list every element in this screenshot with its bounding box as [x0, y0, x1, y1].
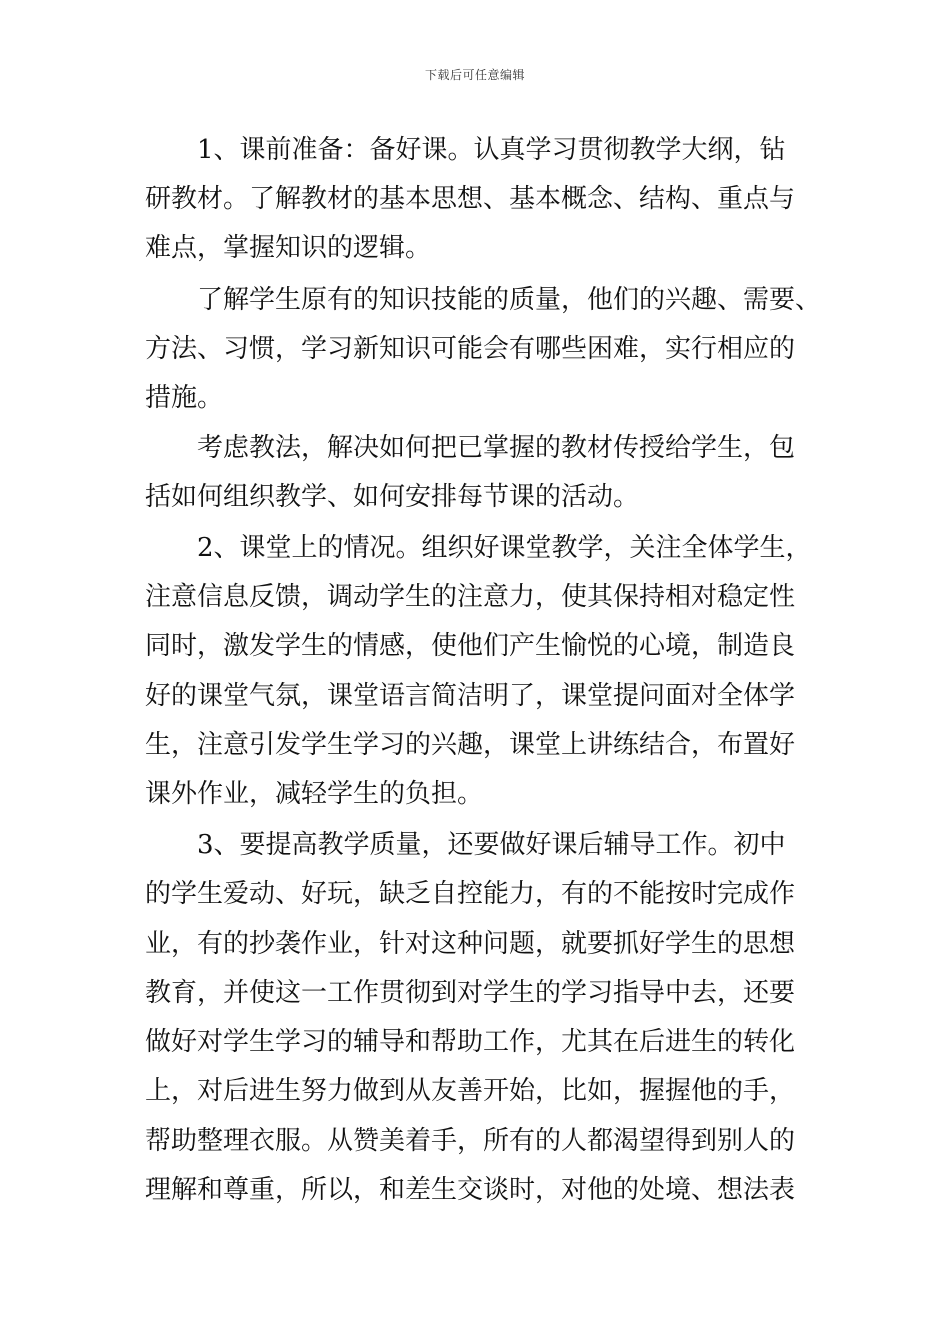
body-line: 3、要提高教学质量，还要做好课后辅导工作。初中 [145, 830, 786, 860]
body-line: 业，有的抄袭作业，针对这种问题，就要抓好学生的思想 [145, 929, 796, 959]
body-line: 难点，掌握知识的逻辑。 [145, 233, 432, 263]
page-header: 下载后可任意编辑 [424, 68, 525, 82]
body-line: 的学生爱动、好玩，缺乏自控能力，有的不能按时完成作 [145, 879, 796, 909]
body-line: 课外作业，减轻学生的负担。 [145, 779, 484, 809]
body-line: 措施。 [145, 383, 224, 413]
body-line: 了解学生原有的知识技能的质量，他们的兴趣、需要、 [145, 285, 822, 315]
body-line: 2、课堂上的情况。组织好课堂教学，关注全体学生， [145, 533, 812, 563]
body-line: 研教材。了解教材的基本思想、基本概念、结构、重点与 [145, 184, 796, 214]
body-line: 理解和尊重，所以，和差生交谈时，对他的处境、想法表 [145, 1175, 796, 1205]
body-line: 1、课前准备：备好课。认真学习贯彻教学大纲，钻 [145, 135, 786, 165]
body-line: 帮助整理衣服。从赞美着手，所有的人都渴望得到别人的 [145, 1126, 796, 1156]
body-line: 好的课堂气氛，课堂语言简洁明了，课堂提问面对全体学 [145, 681, 796, 711]
body-line: 上，对后进生努力做到从友善开始，比如，握握他的手， [145, 1076, 796, 1106]
body-line: 考虑教法，解决如何把已掌握的教材传授给学生，包 [145, 433, 796, 463]
body-line: 做好对学生学习的辅导和帮助工作，尤其在后进生的转化 [145, 1027, 796, 1057]
body-line: 方法、习惯，学习新知识可能会有哪些困难，实行相应的 [145, 334, 796, 364]
body-line: 注意信息反馈，调动学生的注意力，使其保持相对稳定性 [145, 582, 796, 612]
body-line: 括如何组织教学、如何安排每节课的活动。 [145, 482, 640, 512]
body-line: 教育，并使这一工作贯彻到对学生的学习指导中去，还要 [145, 978, 796, 1008]
body-line: 同时，激发学生的情感，使他们产生愉悦的心境，制造良 [145, 631, 796, 661]
body-line: 生，注意引发学生学习的兴趣，课堂上讲练结合，布置好 [145, 730, 796, 760]
